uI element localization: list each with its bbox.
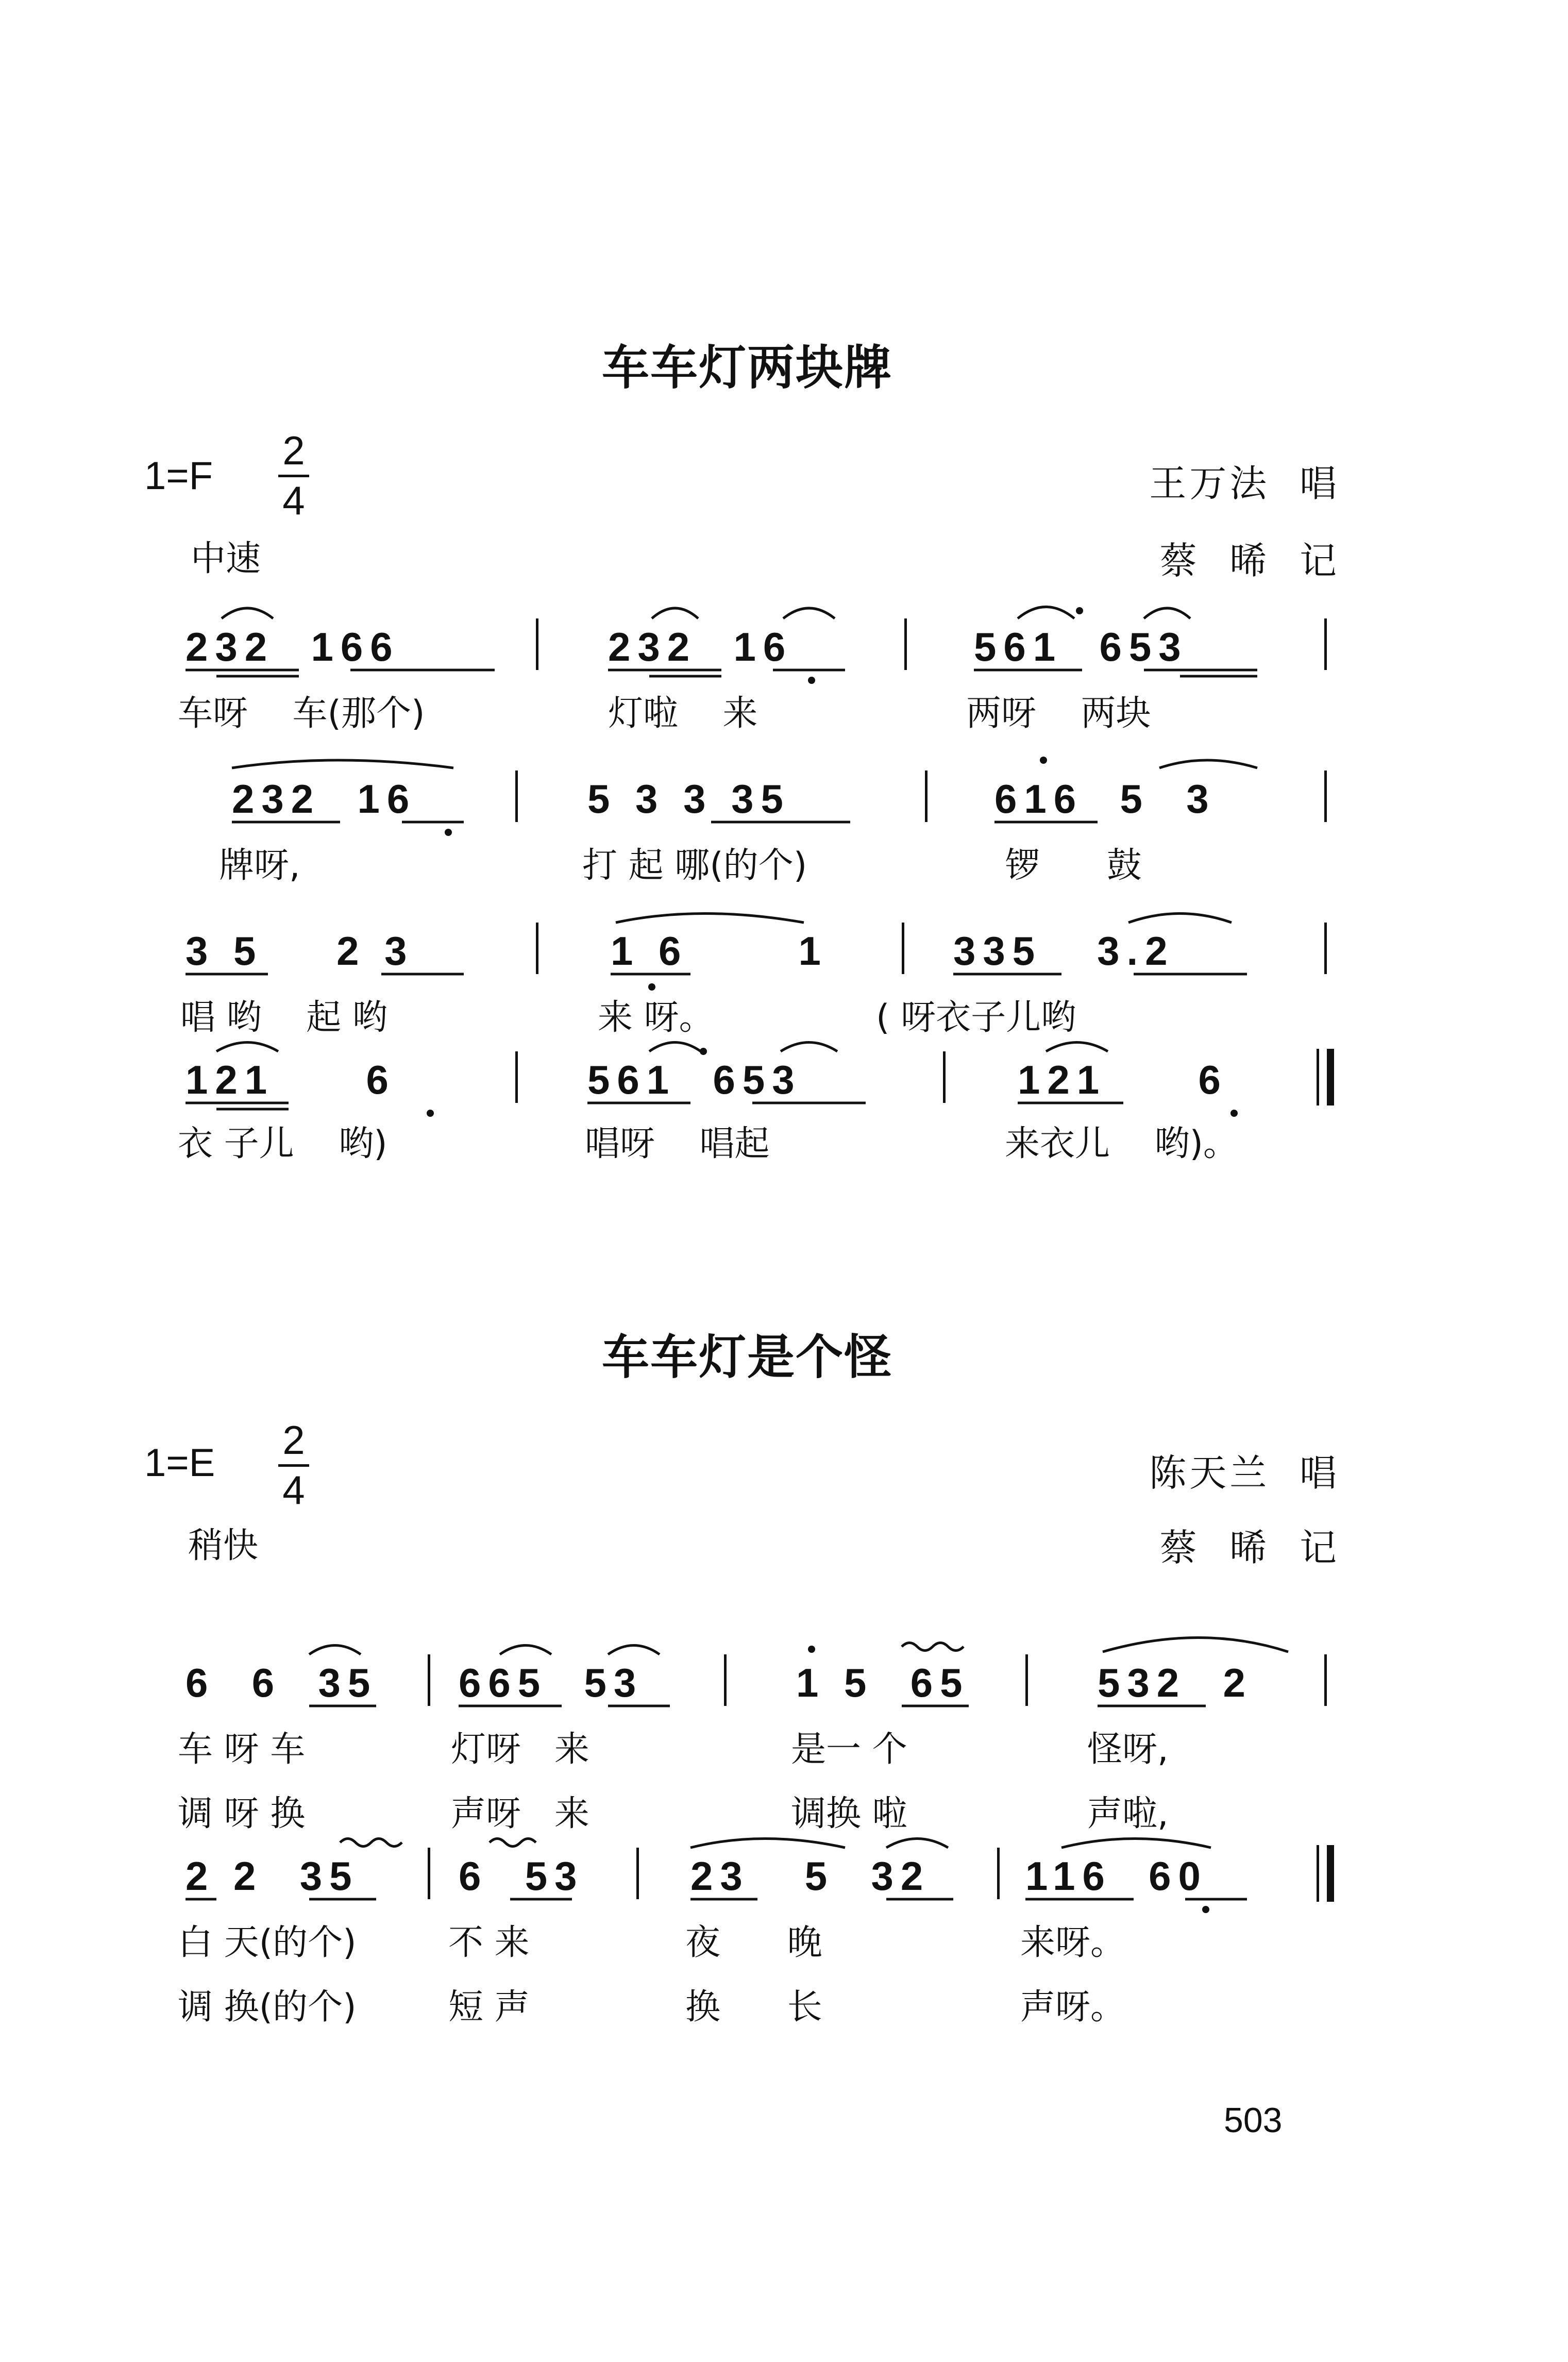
slur: [216, 1043, 278, 1052]
notes-measure: 616 5 3: [994, 776, 1216, 822]
notes-measure: 6 53: [459, 1853, 584, 1899]
slur: [783, 608, 835, 618]
notes-measure: 121 6: [1018, 1057, 1228, 1102]
slur: [616, 914, 804, 923]
lyrics-measure: 唱呀 唱起: [585, 1124, 770, 1164]
slur: [1018, 607, 1074, 619]
lyrics-measure: 来 呀。: [598, 997, 714, 1038]
lyrics-verse2: 声呀。: [1020, 1987, 1126, 2028]
lyrics-measure: ( 呀衣子儿哟: [876, 997, 1076, 1038]
key-signature: 1=F: [144, 454, 213, 498]
lyrics-measure: 衣 子儿 哟): [178, 1124, 387, 1164]
notes-measure: 2 2 35: [186, 1853, 359, 1899]
slur: [1103, 1638, 1288, 1652]
slur: [652, 608, 698, 618]
tempo-marking: 中速: [191, 539, 261, 579]
notes-measure: 532 2: [1098, 1660, 1253, 1705]
slur: [781, 1043, 837, 1052]
octave-dot: [427, 1110, 434, 1117]
slur: [608, 1646, 660, 1655]
slur: [1128, 914, 1232, 923]
notes-measure: 232 16: [608, 624, 793, 669]
slur: [1046, 1043, 1108, 1052]
lyrics-measure: 打 起 哪(的个): [582, 845, 807, 886]
slur: [649, 1043, 701, 1052]
time-numerator: 2: [278, 430, 309, 477]
octave-dot: [1076, 607, 1083, 614]
trill-mark: [902, 1643, 964, 1651]
slur: [886, 1839, 948, 1848]
lyrics-measure: 来呀。: [1020, 1922, 1126, 1963]
time-denominator: 4: [282, 478, 305, 523]
slur: [309, 1646, 361, 1655]
lyrics-measure: 夜 晚: [685, 1922, 822, 1963]
lyrics-measure: 是一 个: [791, 1729, 907, 1770]
lyrics-measure: 牌呀,: [219, 845, 300, 886]
page-number: 503: [1224, 2101, 1283, 2140]
lyrics-measure: 灯啦 来: [608, 693, 758, 734]
lyrics-measure: 白 天(的个): [178, 1922, 357, 1963]
slur: [1159, 760, 1257, 768]
octave-dot: [445, 829, 452, 836]
lyrics-verse2: 调 呀 换: [178, 1794, 306, 1834]
song-title: 车车灯是个怪: [601, 1330, 892, 1385]
notes-measure: 3 5 2 3: [186, 928, 414, 974]
notes-measure: 116 60: [1025, 1853, 1208, 1899]
slur: [232, 760, 453, 768]
notes-measure: 1 5 65: [796, 1660, 970, 1705]
octave-dot: [700, 1048, 707, 1055]
recorder-credit: 蔡 晞 记: [1159, 539, 1340, 582]
time-numerator: 2: [278, 1420, 309, 1467]
lyrics-measure: 车呀 车(那个): [178, 693, 425, 734]
lyrics-measure: 不 来: [448, 1922, 530, 1963]
notes-measure: 232 166: [186, 624, 400, 669]
singer-credit: 陈天兰 唱: [1149, 1451, 1340, 1495]
notes-measure: 232 16: [232, 776, 417, 822]
notes-measure: 335 3.2: [953, 928, 1175, 974]
slur: [690, 1839, 845, 1848]
lyrics-measure: 来衣儿 哟)。: [1005, 1124, 1238, 1164]
notes-measure: 121 6: [186, 1057, 396, 1102]
lyrics-measure: 两呀 两块: [966, 693, 1151, 734]
slur: [1144, 608, 1190, 618]
notes-measure: 1 6 1: [611, 928, 828, 974]
slur: [1061, 1839, 1211, 1848]
lyrics-measure: 车 呀 车: [178, 1729, 306, 1770]
trill-mark: [340, 1839, 402, 1847]
notes-measure: 6 6 35: [186, 1660, 378, 1705]
singer-credit: 王万法 唱: [1149, 462, 1340, 505]
notes-measure: 561 653: [974, 624, 1188, 669]
lyrics-verse2: 短 声: [448, 1987, 530, 2028]
lyrics-verse2: 声啦,: [1087, 1794, 1169, 1834]
notes-measure: 561 653: [587, 1057, 802, 1102]
time-denominator: 4: [282, 1467, 305, 1513]
notes-measure: 5 3 3 35: [587, 776, 790, 822]
octave-dot: [1040, 757, 1047, 764]
octave-dot: [1202, 1906, 1209, 1913]
lyrics-verse2: 声呀 来: [451, 1794, 589, 1834]
slur: [500, 1646, 551, 1655]
recorder-credit: 蔡 晞 记: [1159, 1526, 1340, 1569]
lyrics-verse2: 换 长: [685, 1987, 822, 2028]
key-signature: 1=E: [144, 1441, 215, 1485]
notes-measure: 665 53: [459, 1660, 644, 1705]
lyrics-measure: 唱 哟 起 哟: [180, 997, 387, 1038]
octave-dot: [1230, 1110, 1238, 1117]
notes-measure: 23 5 32: [690, 1853, 931, 1899]
song-title: 车车灯两块牌: [601, 340, 892, 395]
octave-dot: [648, 983, 655, 991]
lyrics-verse2: 调换 啦: [791, 1794, 907, 1834]
lyrics-measure: 锣 鼓: [1005, 845, 1142, 886]
octave-dot: [808, 1646, 815, 1653]
lyrics-verse2: 调 换(的个): [178, 1987, 357, 2028]
tempo-marking: 稍快: [188, 1526, 259, 1566]
slur: [222, 608, 273, 618]
trill-mark: [490, 1839, 536, 1847]
lyrics-measure: 怪呀,: [1087, 1729, 1169, 1770]
octave-dot: [808, 677, 815, 684]
lyrics-measure: 灯呀 来: [451, 1729, 589, 1770]
